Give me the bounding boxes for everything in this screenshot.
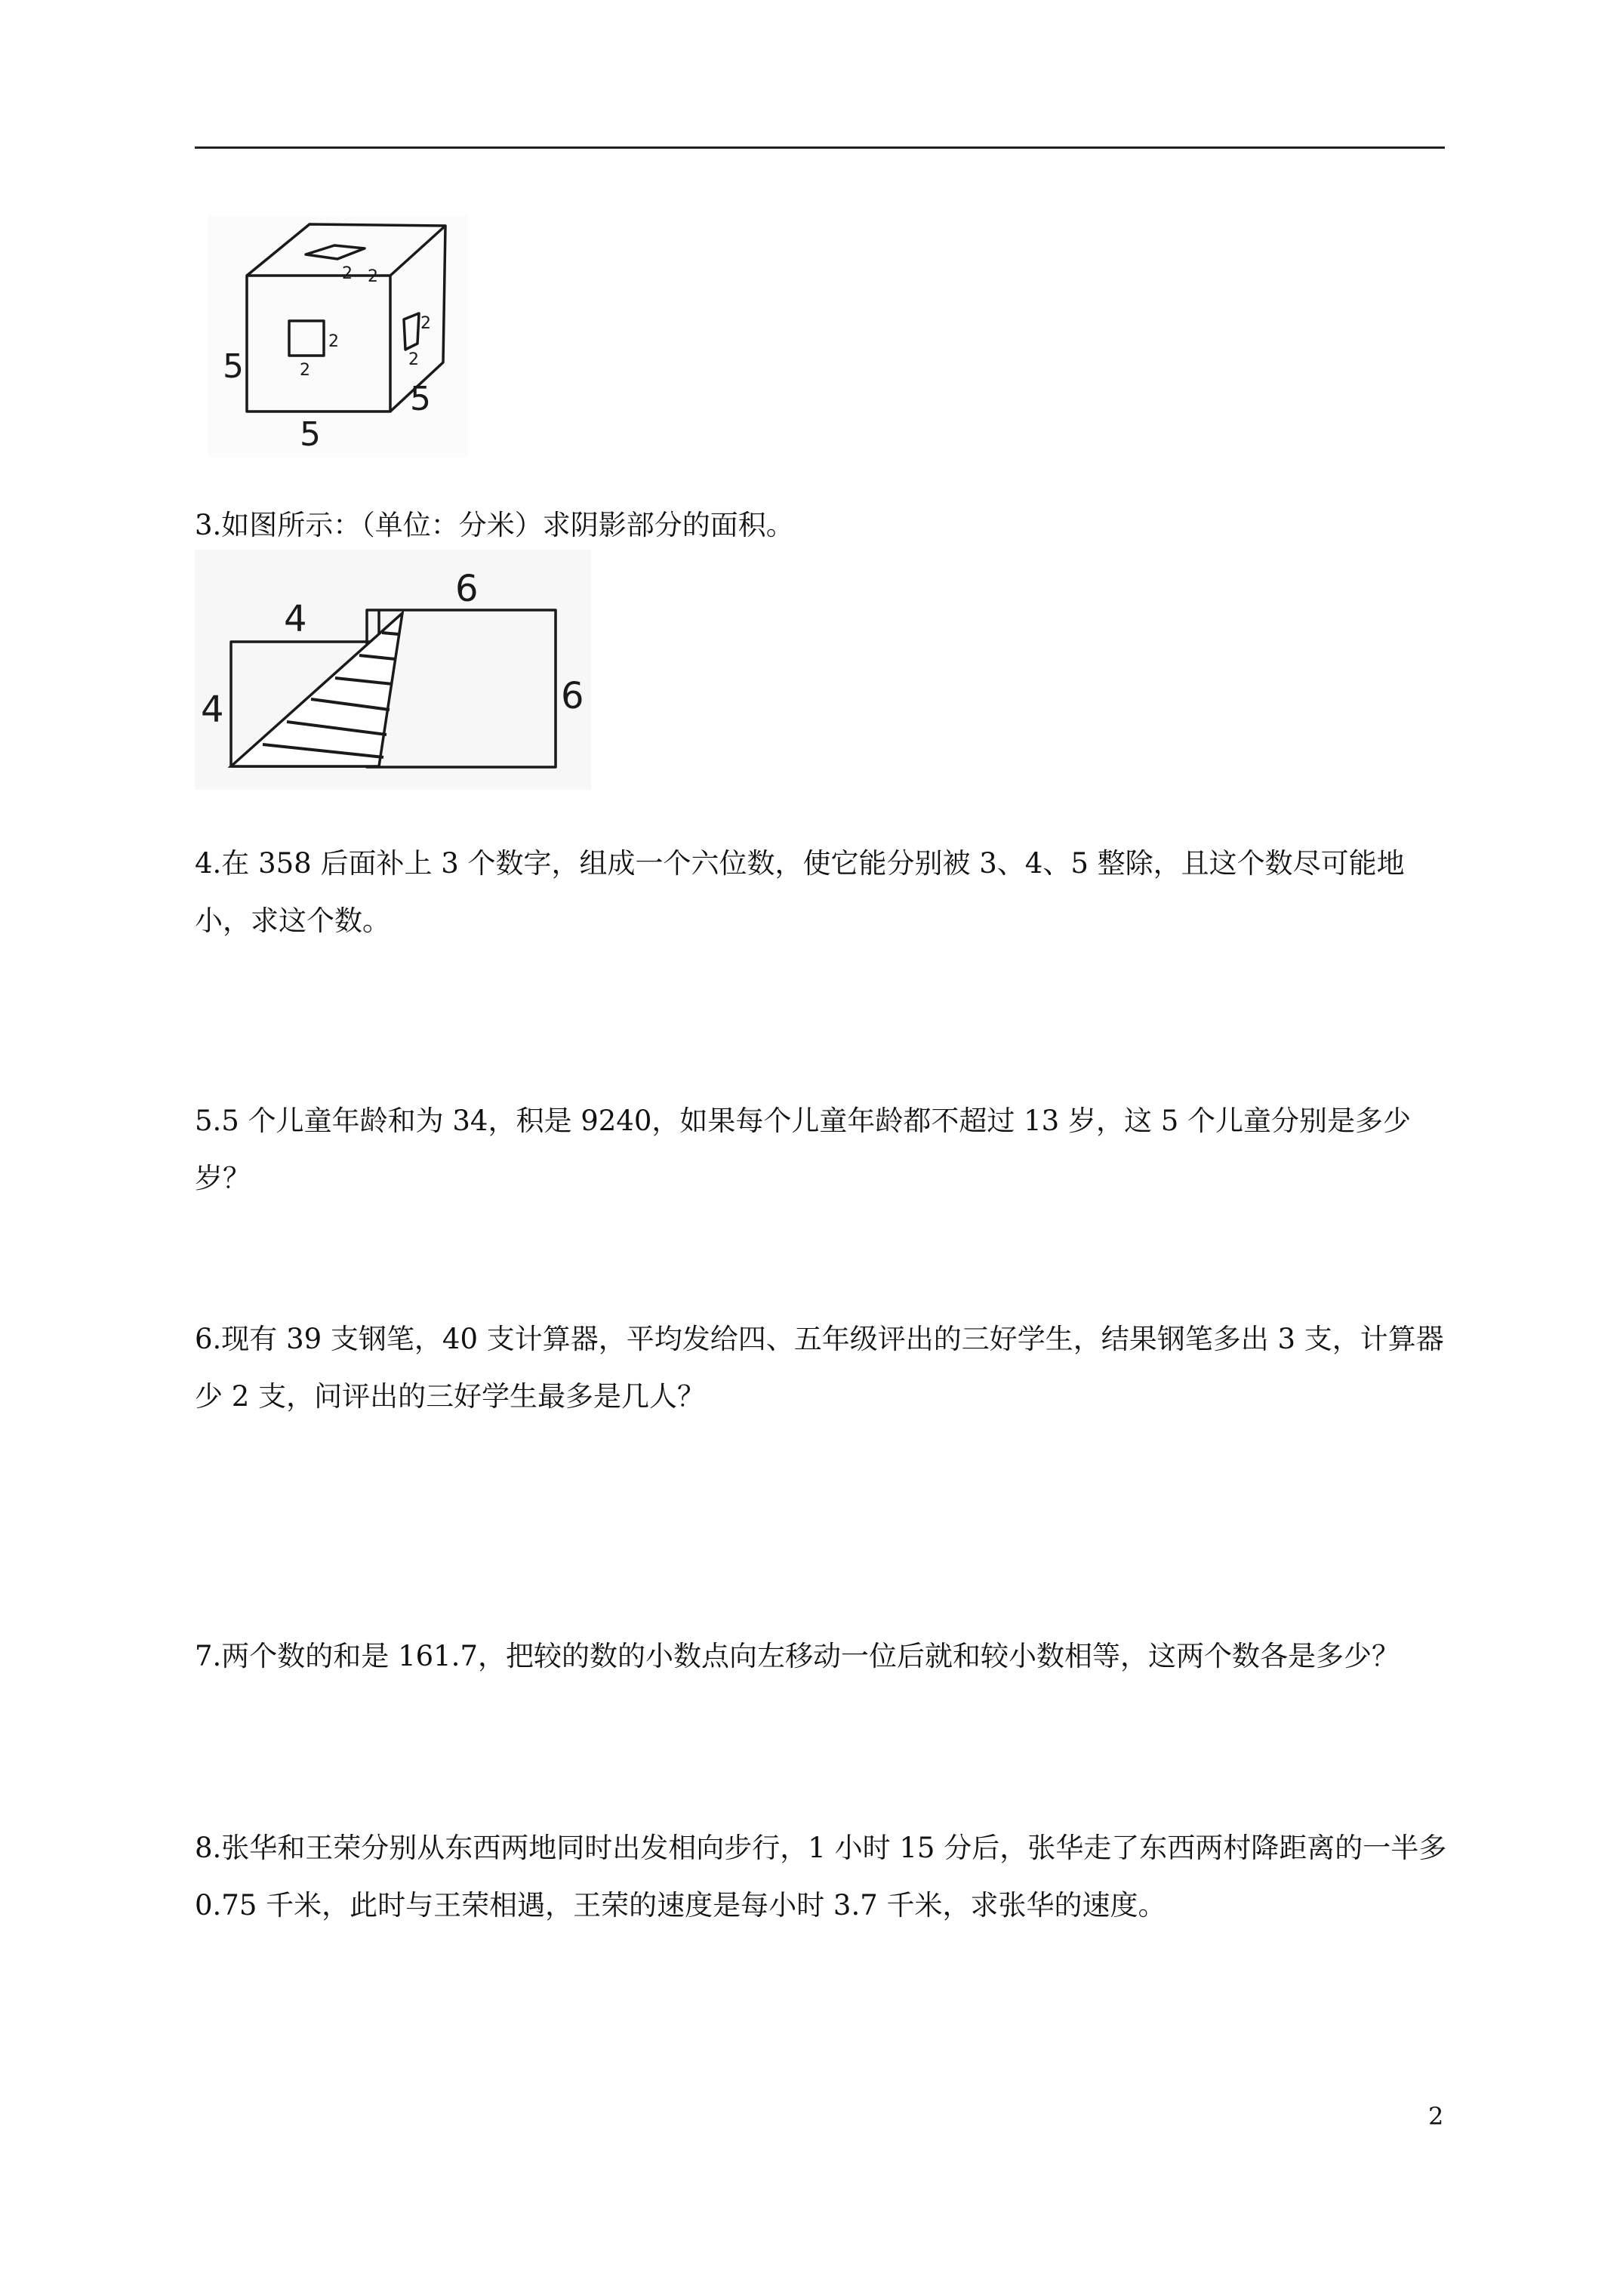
- cube-figure: [208, 215, 468, 457]
- question-5: 5.5 个儿童年龄和为 34，积是 9240，如果每个儿童年龄都不超过 13 岁，这 5 个儿童分别是多少岁？: [195, 1105, 1412, 1194]
- hole-label-front-bottom: 2: [300, 361, 310, 380]
- cube-left-edge-label: 5: [223, 347, 244, 386]
- small-square-top-label: 4: [284, 598, 307, 640]
- question-6: 6.现有 39 支钢笔，40 支计算器，平均发给四、五年级评出的三好学生，结果钢笔多出 3 支，计算器少 2 支，问评出的三好学生最多是几人？: [195, 1323, 1444, 1413]
- small-square-side-label: 4: [201, 689, 224, 731]
- hole-label-top-bottom: 2: [342, 264, 353, 283]
- large-square-top-label: 6: [455, 568, 479, 610]
- header-rule: [195, 146, 1445, 149]
- question-3: 3.如图所示：（单位：分米）求阴影部分的面积。: [195, 509, 794, 541]
- question-4: 4.在 358 后面补上 3 个数字，组成一个六位数，使它能分别被 3、4、5 整除，且这个数尽可能地小，求这个数。: [195, 847, 1405, 937]
- cube-depth-edge-label: 5: [410, 380, 431, 418]
- hole-label-top-right: 2: [368, 267, 378, 286]
- large-square-side-label: 6: [561, 675, 584, 717]
- question-8: 8.张华和王荣分别从东西两地同时出发相向步行，1 小时 15 分后，张华走了东西两村降距离的一半多 0.75 千米，此时与王荣相遇，王荣的速度是每小时 3.7 千米，求张华的速度。: [195, 1832, 1447, 1922]
- question-7: 7.两个数的和是 161.7，把较的数的小数点向左移动一位后就和较小数相等，这两个数各是多少？: [195, 1640, 1400, 1672]
- hole-label-side-bottom: 2: [408, 350, 419, 369]
- page-number: 2: [1428, 2102, 1444, 2131]
- hole-label-front-right: 2: [328, 332, 339, 351]
- hole-label-side-top: 2: [420, 314, 431, 333]
- shaded-area-figure: [195, 550, 591, 790]
- cube-bottom-edge-label: 5: [300, 415, 321, 454]
